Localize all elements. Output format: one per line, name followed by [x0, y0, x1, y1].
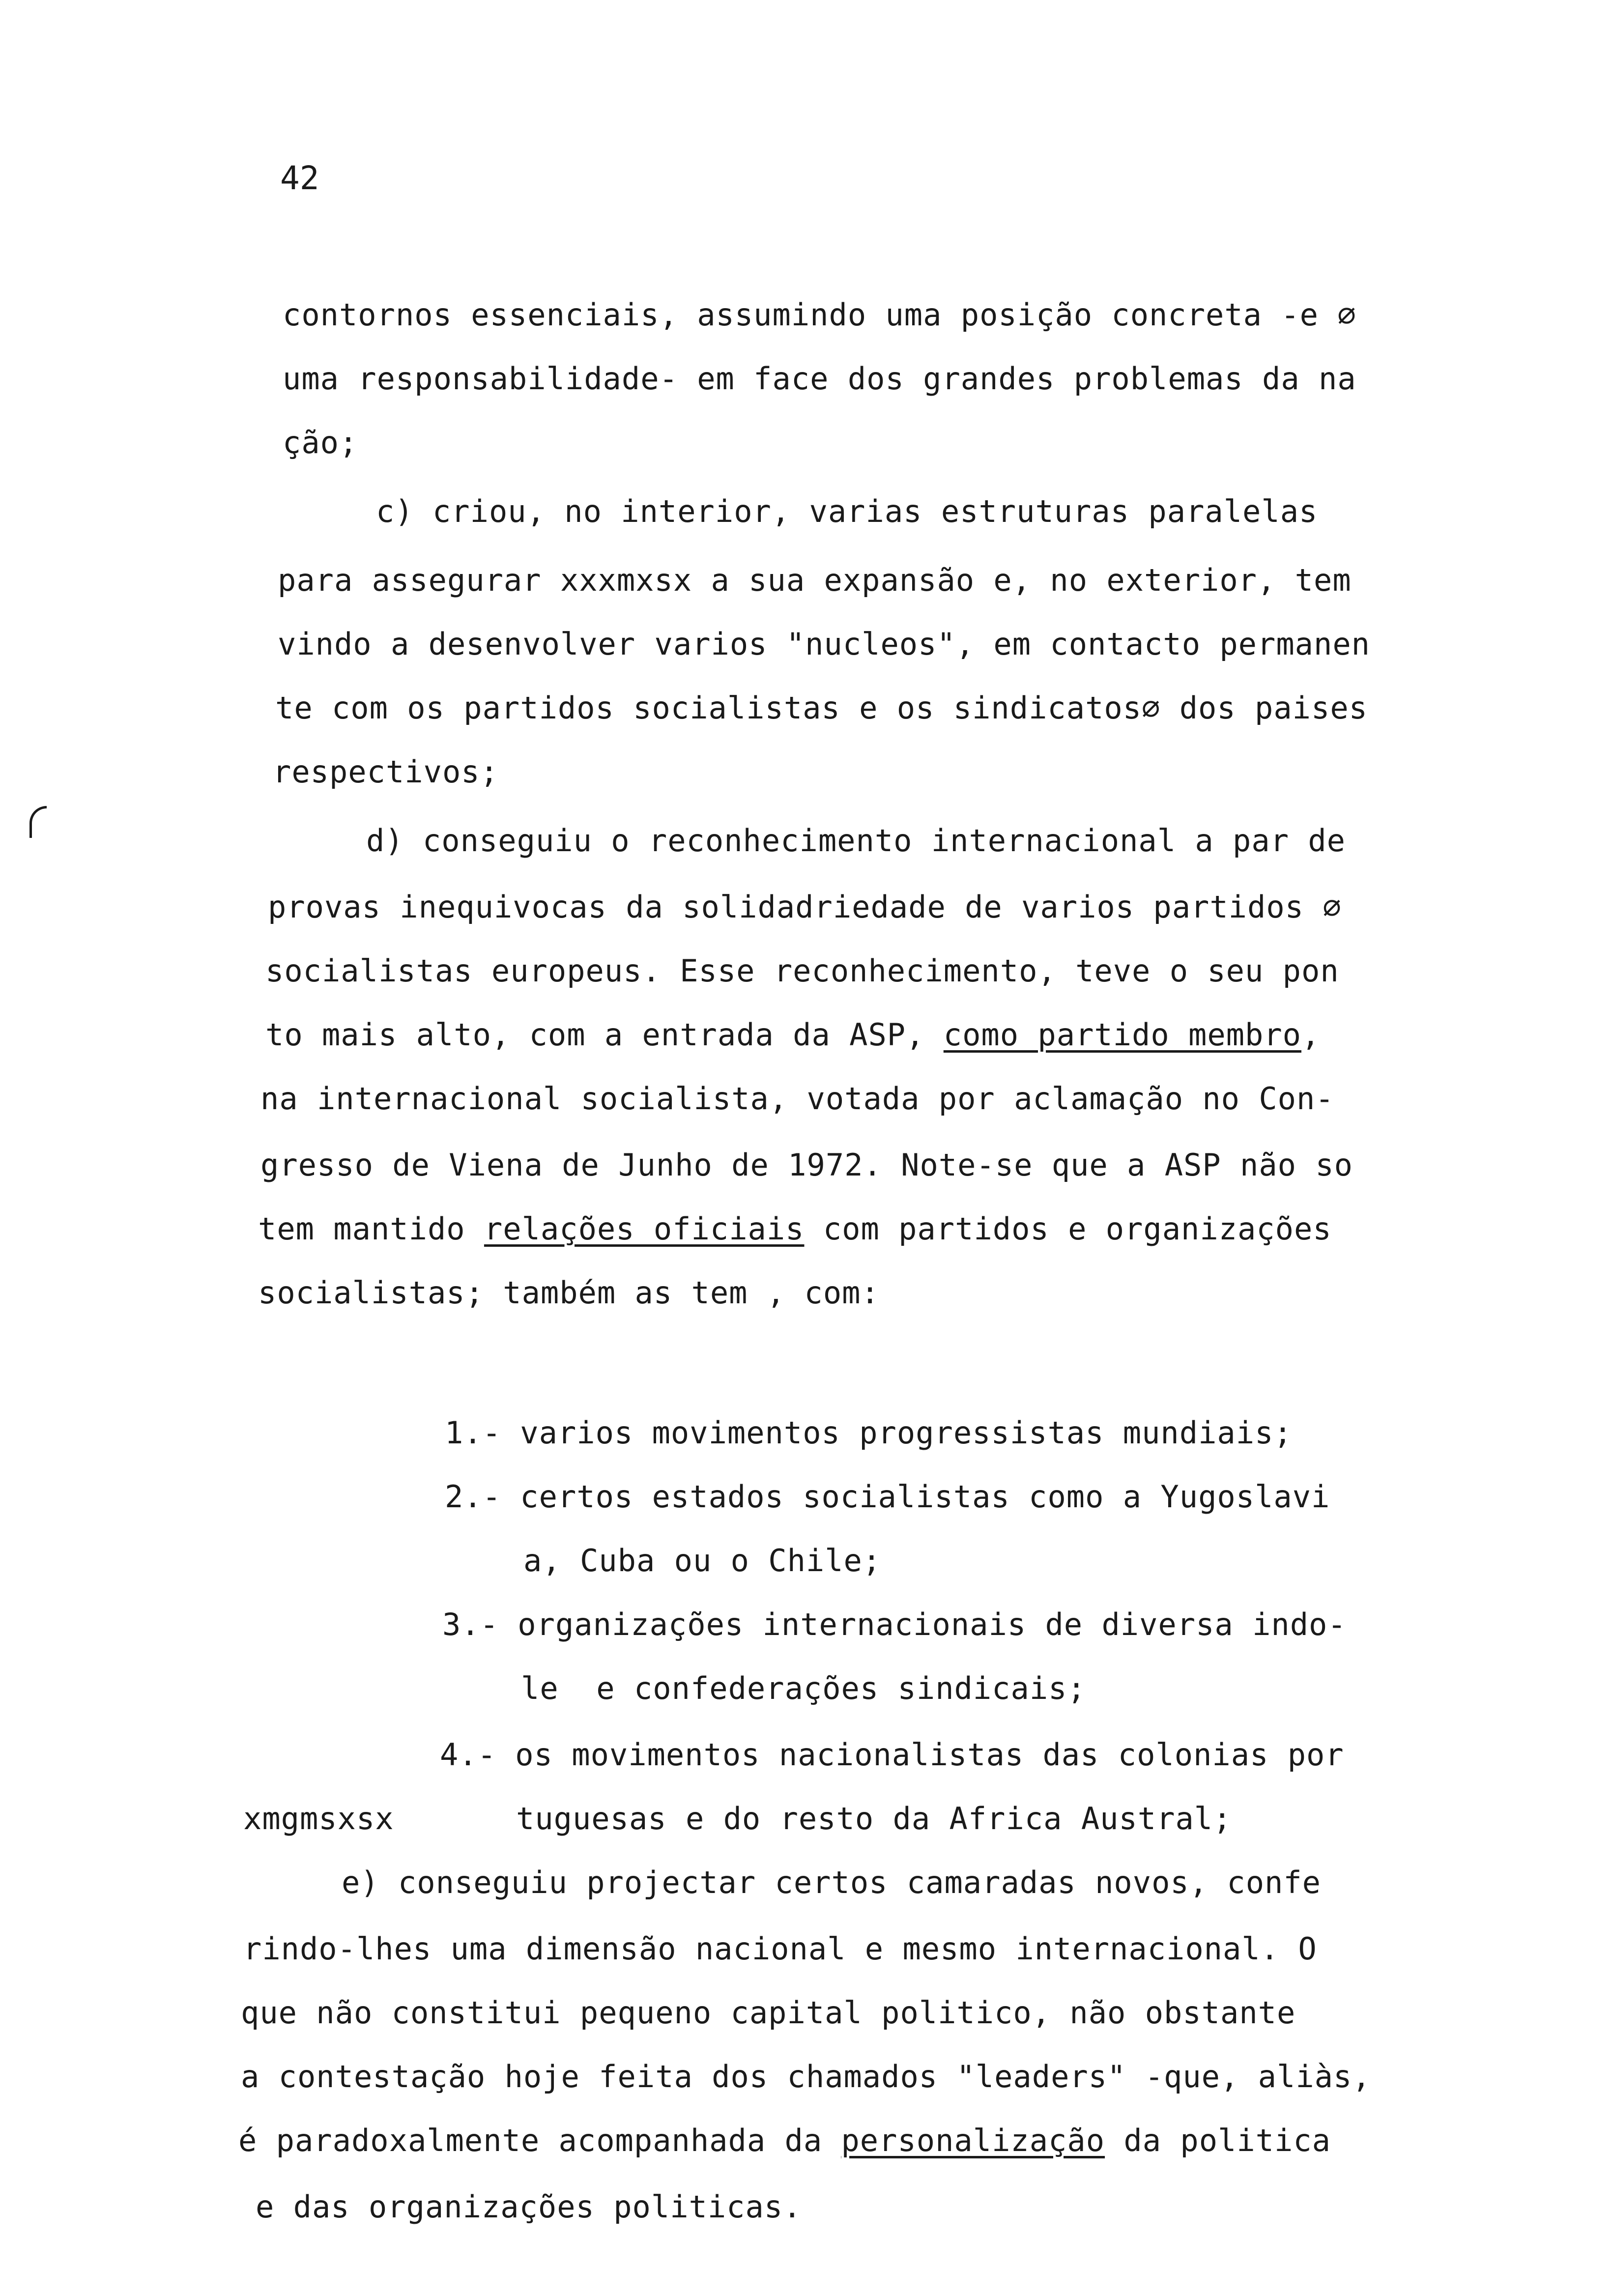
text-line — [238, 2125, 1331, 2156]
text-line: te com os partidos socialistas e os sindicatos∅ dos paises — [275, 690, 1368, 726]
text-line: gresso de Viena de Junho de 1972. Note-se que a ASP não so — [260, 1147, 1353, 1183]
list-item-continuation: le e confederações sindicais; — [521, 1670, 1086, 1706]
list-item: 1.- varios movimentos progressistas mundiais; — [445, 1415, 1293, 1451]
margin-mark — [29, 806, 47, 838]
struck-out-text: xmgmsxsx — [243, 1801, 394, 1837]
list-item: 2.- certos estados socialistas como a Yugoslavi — [445, 1479, 1330, 1515]
text-line: na internacional socialista, votada por aclamação no Con- — [260, 1081, 1334, 1117]
page-number: 42 — [280, 159, 319, 197]
text-line: ção; — [283, 425, 358, 460]
underlined-phrase: como partido membro — [943, 1017, 1301, 1053]
text-line: rindo-lhes uma dimensão nacional e mesmo internacional. O — [243, 1931, 1317, 1967]
text-line: que não constitui pequeno capital politico, não obstante — [241, 1995, 1296, 2031]
paragraph-e-start: e) conseguiu projectar certos camaradas novos, confe — [342, 1865, 1322, 1900]
text-segment: to mais alto, com a entrada da ASP, — [265, 1017, 944, 1053]
text-line: provas inequivocas da solidadriedade de varios partidos ∅ — [268, 889, 1342, 925]
text-line: vindo a desenvolver varios "nucleos", em contacto permanen — [278, 626, 1370, 662]
text-segment: é paradoxalmente acompanhada da — [238, 2123, 841, 2158]
text-line: e das organizações politicas. — [256, 2189, 802, 2225]
list-item: 3.- organizações internacionais de diversa indo- — [442, 1607, 1347, 1642]
list-item-continuation: a, Cuba ou o Chile; — [523, 1543, 882, 1578]
text-line: socialistas; também as tem , com: — [258, 1275, 880, 1311]
text-line — [258, 1211, 1332, 1247]
text-line: para assegurar xxxmxsx a sua expansão e, no exterior, tem — [278, 562, 1352, 598]
underlined-phrase: relações oficiais — [484, 1211, 805, 1247]
text-line: socialistas europeus. Esse reconhecimento, teve o seu pon — [265, 953, 1339, 989]
text-segment: tem mantido — [258, 1211, 484, 1247]
text-segment: , — [1301, 1017, 1321, 1053]
list-item-continuation: tuguesas e do resto da Africa Austral; — [516, 1801, 1232, 1837]
paragraph-c-start: c) criou, no interior, varias estruturas paralelas — [376, 493, 1318, 529]
underlined-phrase: personalização — [841, 2123, 1105, 2158]
text-line: uma responsabilidade- em face dos grandes problemas da na — [283, 361, 1356, 397]
text-line: contornos essenciais, assumindo uma posição concreta -e ∅ — [283, 297, 1356, 333]
text-line: a contestação hoje feita dos chamados "leaders" -que, aliàs, — [241, 2059, 1371, 2095]
text-line — [265, 1017, 1321, 1053]
text-line: respectivos; — [273, 754, 499, 790]
text-segment: da politica — [1105, 2123, 1331, 2158]
list-item: 4.- os movimentos nacionalistas das colonias por — [440, 1737, 1344, 1773]
paragraph-d-start: d) conseguiu o reconhecimento internacional a par de — [366, 823, 1346, 859]
text-segment: com partidos e organizações — [804, 1211, 1332, 1247]
